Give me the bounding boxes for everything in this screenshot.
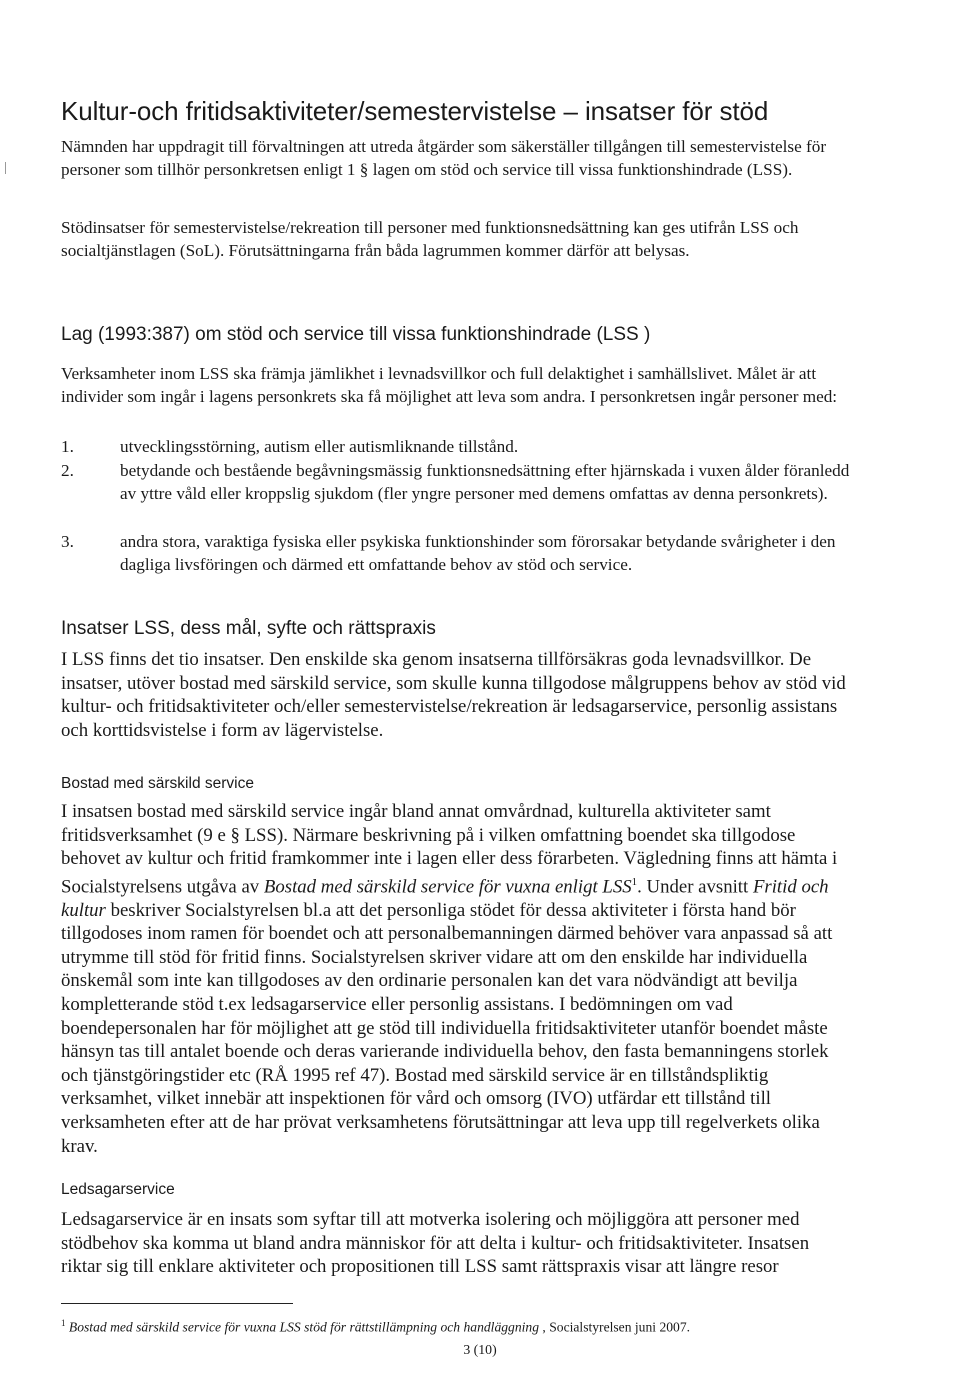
- lag-paragraph: Verksamheter inom LSS ska främja jämlikhet i levnadsvillkor och full delaktighet i samhällslivet. Målet är att individer som ingår i lagens personkrets ska få möjlighet att leva som andra. I personkretsen ingår personer med:: [61, 364, 838, 406]
- list-item-number: 2.: [61, 461, 74, 480]
- bostad-text-c: beskriver Socialstyrelsen bl.a att det personliga stödet för dessa aktiviteter i första hand bör tillgodoses inom ramen för boendet och att personalbemanningen därmed behöver vara anpassad så att utrymme till stöd för fritid finns. Socialstyrelsen skriver vidare att om den enskilde har individuella önskemål som inte kan tillgodoses av den ordinarie personalen kan det vara nödvändigt att bevilja kompletterande stöd t.ex ledsagarservice eller personlig assistans. I bedömningen om vad boendepersonalen har för möjlighet att ge stöd till individuella fritidsaktiviteter utanför boendet måste hänsyn tas till antalet boende och deras varierande individuella behov, den fasta bemanningens storlek och tjänstgöringstider etc (RÅ 1995 ref 47). Bostad med särskild service är en tillståndspliktig verksamhet, vilket innebär att inspektionen för vård och omsorg (IVO) utfärdar ett tillstånd till verksamheten efter att de har prövat verksamhetens förutsättningar att leva upp till regelverkets olika krav.: [61, 899, 833, 1157]
- list-item-text: andra stora, varaktiga fysiska eller psykiska funktionshinder som förorsakar betydande svårigheter i den dagliga livsföringen och därmed ett omfattande behov av stöd och service.: [120, 532, 836, 574]
- footnote-divider: [61, 1303, 293, 1304]
- lag-heading: Lag (1993:387) om stöd och service till vissa funktionshindrade (LSS ): [61, 324, 651, 345]
- list-item-number: 1.: [61, 437, 74, 456]
- footnote-reference: 1: [631, 875, 638, 888]
- bostad-paragraph: [61, 800, 851, 1158]
- bostad-publication-title: Bostad med särskild service för vuxna enligt LSS: [263, 876, 632, 898]
- ledsagar-heading: Ledsagarservice: [61, 1181, 175, 1198]
- footnote: [61, 1318, 690, 1336]
- stodinsatser-paragraph: Stödinsatser för semestervistelse/rekreation till personer med funktionsnedsättning kan ges utifrån LSS och socialtjänstlagen (SoL). Förutsättningarna från båda lagrummen kommer därför att belysas.: [61, 218, 799, 260]
- intro-paragraph: Nämnden har uppdragit till förvaltningen att utreda åtgärder som säkerställer tillgången till semestervistelse för personer som tillhör personkretsen enligt 1 § lagen om stöd och service till vissa funktionshindrade (LSS).: [61, 137, 827, 179]
- footnote-source: , Socialstyrelsen juni 2007.: [539, 1319, 691, 1335]
- list-item-text: betydande och bestående begåvningsmässig funktionsnedsättning efter hjärnskada i vuxen ålder föranledd av yttre våld eller kroppslig sjukdom (fler yngre personer med demens omfattas av denna personkrets).: [120, 461, 850, 503]
- list-item-text: utvecklingsstörning, autism eller autismliknande tillstånd.: [120, 437, 519, 456]
- list-item-number: 3.: [61, 532, 74, 551]
- bostad-text-a: I insatsen bostad med särskild service ingår bland annat omvårdnad, kulturella aktiviteter samt fritidsverksamhet (9 e § LSS). Närmare beskrivning på i vilken omfattning boendet ska tillgodose behovet av kultur och fritid framkommer inte i lagen eller dess förarbeten. Vägledning finns att hämta i Socialstyrelsens utgåva av: [61, 801, 838, 898]
- ledsagar-paragraph: Ledsagarservice är en insats som syftar till att motverka isolering och möjliggöra att personer med stödbehov ska komma ut bland andra människor för att delta i kultur- och fritidsaktiviteter. Insatsen riktar sig till enklare aktiviteter och propositionen till LSS samt rättspraxis visar att längre resor: [61, 1209, 810, 1278]
- main-heading: Kultur-och fritidsaktiviteter/semestervistelse – insatser för stöd: [61, 96, 769, 126]
- bostad-section-title: Fritid och kultur: [61, 876, 829, 921]
- footnote-marker: 1: [61, 1318, 66, 1328]
- page-number: 3 (10): [463, 1342, 497, 1357]
- insatser-paragraph: I LSS finns det tio insatser. Den enskilde ska genom insatserna tillförsäkras goda levnadsvillkor. De insatser, utöver bostad med särskild service, som skulle kunna tillgodose målgruppens behov av stöd vid kultur- och fritidsaktiviteter och/eller semestervistelse/rekreation är ledsagarservice, personlig assistans och korttidsvistelse i form av lägervistelse.: [61, 649, 846, 741]
- footnote-title: Bostad med särskild service för vuxna LSS stöd för rättstillämpning och handläggning: [68, 1319, 540, 1335]
- bostad-heading: Bostad med särskild service: [61, 775, 254, 792]
- bostad-text-b: . Under avsnitt: [637, 876, 753, 898]
- insatser-heading: Insatser LSS, dess mål, syfte och rättspraxis: [61, 618, 436, 639]
- margin-mark: [5, 162, 6, 174]
